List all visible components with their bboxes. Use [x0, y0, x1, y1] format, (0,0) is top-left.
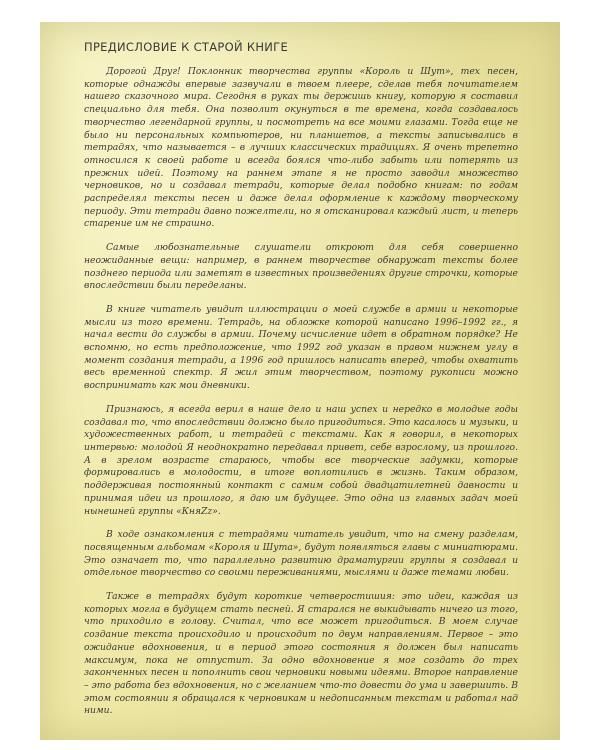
paragraph-4: Признаюсь, я всегда верил в наше дело и наш успех и нередко в молодые годы создавал то, что впоследствии должно было пригодиться. Это касалось и музыки, и художественных работ, и тетрадей с текстами. Как я говорил, в некоторых интервью: молодой Я неоднократно передавал привет, себе взрослому, из прошлого. А в зрелом возрасте стараюсь, чтобы все творческие задумки, которые формировались в молодости, в итоге воплотились в жизнь. Таким образом, поддерживая постоянный контакт с самим собой двадцатилетней давности и принимая идеи из прошлого, я даю им будущее. Это одна из главных задач моей нынешней группы «КняZz». — [84, 403, 518, 517]
paragraph-2: Самые любознательные слушатели откроют для себя совершенно неожиданные вещи: например, в раннем творчестве обнаружат тексты более позднего периода или заметят в известных произведениях другие строчки, которые впоследствии были переделаны. — [84, 242, 518, 292]
paragraph-6: Также в тетрадях будут короткие четверостишия: это идеи, каждая из которых могла в будущем стать песней. Я старался не выкидывать ничего из того, что приходило в голову. Считал, что все может пригодиться. В моем случае создание текста происходило и происходит по двум направлениям. Первое – это ожидание вдохновения, и в период этого состояния я должен был написать максимум, пока не отпустит. За одно вдохновение я мог создать до трех законченных песен и пополнить свои черновики новыми идеями. Второе направление – это работа без вдохновения, но с желанием что-то довести до ума и завершить. В этом состоянии я обращался к черновикам и недописанным текстам и работал над ними. — [84, 591, 518, 717]
paragraph-5: В ходе ознакомления с тетрадями читатель увидит, что на смену разделам, посвященным альбомам «Короля и Шута», будут появляться главы с миниатюрами. Это означает то, что параллельно развитию драматургии группы я создавал и отдельное творчество со своими переживаниями, мыслями и даже темами любви. — [84, 529, 518, 579]
page-title: ПРЕДИСЛОВИЕ К СТАРОЙ КНИГЕ — [84, 40, 289, 54]
paragraph-1: Дорогой Друг! Поклонник творчества группы «Король и Шут», тех песен, которые однажды впервые зазвучали в твоем плеере, сделав тебя почитателем нашего сказочного мира. Сегодня в руках ты держишь книгу, которую я составил специально для тебя. Она позволит окунуться в те времена, когда создавалось творчество легендарной группы, и посмотреть на все моими глазами. Тогда еще не было ни персональных компьютеров, ни планшетов, а тексты записывались в тетрадях, что называется – в лучших классических традициях. Я очень трепетно относился к своей работе и всегда боялся что-либо забыть или потерять из прежних идей. Поэтому на раннем этапе я не просто заводил множество черновиков, но и создавал тетради, которые делал подобно книгам: по годам распределял тексты песен и даже делал оформление к каждому творческому периоду. Эти тетради давно пожелтели, но я отсканировал каждый лист, и теперь старение им не страшно. — [84, 66, 518, 230]
scanned-page — [40, 22, 560, 740]
paragraph-3: В книге читатель увидит иллюстрации о моей службе в армии и некоторые мысли из того времени. Тетрадь, на обложке которой написано 1996–1992 гг., я начал вести до службы в армии. Почему исчисление идет в обратном порядке? Не вспомню, но есть предположение, что 1992 год указан в правом нижнем углу в момент создания тетради, а 1996 год пришлось написать вперед, чтобы охватить весь временной спектр. Я жил этим творчеством, поэтому рукописи можно воспринимать как мои дневники. — [84, 303, 518, 392]
